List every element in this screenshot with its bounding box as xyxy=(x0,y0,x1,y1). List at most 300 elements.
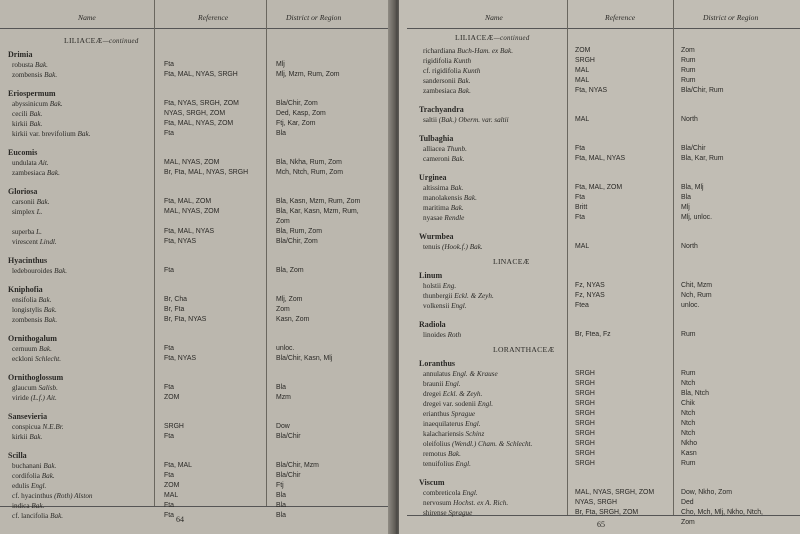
district-cell: Bla, Ntch xyxy=(681,390,709,397)
species-epithet: linoides xyxy=(423,331,446,339)
species-authority: (Wendl.) Cham. & Schlecht. xyxy=(451,440,533,448)
species-name xyxy=(12,492,93,500)
species-authority: Lindl. xyxy=(39,238,57,246)
species-name xyxy=(12,512,63,520)
species-name xyxy=(12,228,42,236)
district-cell: Zom xyxy=(276,218,290,225)
genus-name: Viscum xyxy=(419,478,445,487)
district-cell: Bla, Mlj xyxy=(681,184,704,191)
species-row xyxy=(12,228,388,238)
district-cell: Rum xyxy=(681,67,696,74)
district-cell: Bla/Chir xyxy=(276,433,301,440)
district-cell: Mlj xyxy=(276,61,285,68)
reference-cell: Fz, NYAS xyxy=(575,292,605,299)
species-name xyxy=(12,345,52,353)
reference-cell: Fta, MAL, NYAS xyxy=(575,155,626,162)
district-cell: Bla xyxy=(681,194,691,201)
species-name xyxy=(423,370,498,378)
district-cell: Bla xyxy=(276,130,286,137)
district-cell: Mlj, unloc. xyxy=(681,214,713,221)
species-authority: Thunb. xyxy=(446,145,467,153)
species-row xyxy=(423,430,797,440)
species-name xyxy=(423,440,532,448)
district-cell: Ntch xyxy=(681,420,696,427)
district-cell: Bla/Chir, Mzm xyxy=(276,462,319,469)
species-authority: Bak. xyxy=(38,296,52,304)
species-epithet: kirkii var. brevifolium xyxy=(12,130,76,138)
reference-cell: SRGH xyxy=(164,423,184,430)
species-name xyxy=(423,460,471,468)
district-cell: Bla, Rum, Zom xyxy=(276,228,322,235)
species-name xyxy=(423,243,483,251)
reference-cell: MAL xyxy=(575,116,590,123)
species-name xyxy=(12,316,57,324)
genus-name: Trachyandra xyxy=(419,105,464,114)
reference-cell: Fta xyxy=(164,472,174,479)
species-authority: Schinz xyxy=(465,430,485,438)
species-row xyxy=(423,57,797,67)
species-row xyxy=(423,420,797,430)
species-authority: Bak. xyxy=(450,204,464,212)
species-authority: (Roth) Alston xyxy=(54,492,93,500)
species-name xyxy=(423,57,471,65)
reference-cell: Br, Ftea, Fz xyxy=(575,331,611,338)
species-epithet: indica xyxy=(12,502,30,510)
species-epithet: superba xyxy=(12,228,35,236)
species-epithet: kirkii xyxy=(12,433,28,441)
family-name: LORANTHACEÆ xyxy=(493,345,555,354)
species-row xyxy=(423,155,797,165)
species-row xyxy=(423,519,797,529)
reference-cell: SRGH xyxy=(575,390,595,397)
district-cell: Mch, Ntch, Rum, Zom xyxy=(276,169,344,176)
species-name xyxy=(423,145,467,153)
district-cell: Mlj, Mzm, Rum, Zom xyxy=(276,71,340,78)
species-authority: N.E.Br. xyxy=(42,423,64,431)
species-row xyxy=(423,400,797,410)
species-epithet: cameroni xyxy=(423,155,450,163)
species-epithet: shirense xyxy=(423,509,447,517)
species-row xyxy=(423,489,797,499)
header-reference: Reference xyxy=(605,13,636,22)
species-authority: Rendle xyxy=(444,214,465,222)
species-name xyxy=(423,390,482,398)
species-authority: Buch-Ham. ex Bak. xyxy=(457,47,514,55)
district-cell: Kasn, Zom xyxy=(276,316,310,323)
reference-cell: Fta, MAL, ZOM xyxy=(575,184,623,191)
species-epithet: maritima xyxy=(423,204,449,212)
district-cell: Rum xyxy=(681,331,696,338)
species-row xyxy=(423,77,797,87)
district-cell: Bla/Chir, Zom xyxy=(276,238,318,245)
family-note: —continued xyxy=(493,35,530,42)
species-row xyxy=(12,100,388,110)
species-epithet: rigidifolia xyxy=(423,57,452,65)
district-cell: Rum xyxy=(681,370,696,377)
species-row xyxy=(423,292,797,302)
species-name xyxy=(12,433,42,441)
species-row xyxy=(12,394,388,404)
species-row xyxy=(423,380,797,390)
reference-cell: Britt xyxy=(575,204,588,211)
species-epithet: manolakensis xyxy=(423,194,463,202)
species-epithet: zambesiaca xyxy=(423,87,457,95)
species-name xyxy=(12,306,57,314)
species-epithet: undulata xyxy=(12,159,37,167)
species-row xyxy=(423,194,797,204)
species-epithet: erianthus xyxy=(423,410,450,418)
district-cell: Ntch xyxy=(681,380,696,387)
district-cell: Kasn xyxy=(681,450,697,457)
species-epithet: conspicua xyxy=(12,423,41,431)
species-epithet: glaucum xyxy=(12,384,37,392)
species-name xyxy=(12,100,63,108)
reference-cell: Fz, NYAS xyxy=(575,282,605,289)
species-authority: Engl. & Krause xyxy=(452,370,498,378)
species-epithet: ensifolia xyxy=(12,296,37,304)
species-authority: Engl. xyxy=(451,302,467,310)
species-epithet: cecili xyxy=(12,110,28,118)
species-row xyxy=(12,384,388,394)
species-authority: Bak. xyxy=(457,77,471,85)
species-authority: Bak. xyxy=(31,502,45,510)
species-authority: Engl. xyxy=(462,489,478,497)
species-row xyxy=(12,169,388,179)
species-row xyxy=(423,450,797,460)
genus-name: Eucomis xyxy=(8,148,38,157)
reference-cell: Fta, MAL, NYAS xyxy=(164,228,215,235)
species-epithet: cf. hyacinthus xyxy=(12,492,53,500)
genus-name: Loranthus xyxy=(419,359,456,368)
species-epithet: remotus xyxy=(423,450,447,458)
district-cell: Rum xyxy=(681,57,696,64)
species-authority: Bak. xyxy=(34,61,48,69)
species-authority: L. xyxy=(36,208,43,216)
reference-cell: MAL, NYAS, ZOM xyxy=(164,208,220,215)
species-epithet: robusta xyxy=(12,61,34,69)
species-row xyxy=(12,462,388,472)
district-cell: Zom xyxy=(681,519,695,526)
genus-name: Hyacinthus xyxy=(8,256,48,265)
reference-cell: Fta, NYAS xyxy=(164,238,197,245)
species-row xyxy=(423,67,797,77)
species-name xyxy=(423,47,513,55)
species-epithet: viride xyxy=(12,394,29,402)
species-authority: Bak. xyxy=(43,462,57,470)
species-row xyxy=(12,296,388,306)
genus-name: Eriospermum xyxy=(8,89,56,98)
species-authority: Bak. xyxy=(50,512,64,520)
district-cell: Ded, Kasp, Zom xyxy=(276,110,326,117)
reference-cell: MAL xyxy=(164,492,179,499)
district-cell: Bla, Kar, Rum xyxy=(681,155,724,162)
species-authority: (Bak.) Oberm. var. saltii xyxy=(438,116,509,124)
species-name xyxy=(12,502,44,510)
species-name xyxy=(423,509,472,517)
reference-cell: NYAS, SRGH xyxy=(575,499,617,506)
district-cell: Bla/Chir xyxy=(276,472,301,479)
species-name xyxy=(423,116,509,124)
district-cell: Chit, Mzm xyxy=(681,282,713,289)
species-epithet: kirkii xyxy=(12,120,28,128)
species-name xyxy=(12,169,60,177)
family-name: LILIACEÆ xyxy=(455,33,494,42)
reference-cell: ZOM xyxy=(164,482,180,489)
species-row xyxy=(12,492,388,502)
species-name xyxy=(12,71,57,79)
column-header xyxy=(407,0,800,29)
reference-cell: Fta xyxy=(164,502,174,509)
species-row xyxy=(423,145,797,155)
species-name xyxy=(423,410,475,418)
species-authority: Bak. xyxy=(29,110,43,118)
reference-cell: Fta, MAL xyxy=(164,462,192,469)
family-note: —continued xyxy=(102,38,139,45)
reference-cell: SRGH xyxy=(575,57,595,64)
species-name xyxy=(423,450,461,458)
species-name xyxy=(12,296,52,304)
reference-cell: Br, Fta, NYAS xyxy=(164,316,207,323)
species-authority: Engl. xyxy=(477,400,494,408)
species-authority: Bak. xyxy=(29,433,43,441)
species-epithet: holstii xyxy=(423,282,441,290)
species-row xyxy=(423,282,797,292)
species-name xyxy=(12,394,57,402)
species-row xyxy=(12,472,388,482)
species-authority: Salisb. xyxy=(38,384,58,392)
species-name xyxy=(423,184,463,192)
species-epithet: nyasae xyxy=(423,214,443,222)
species-epithet: cernuum xyxy=(12,345,38,353)
reference-cell: Fta xyxy=(164,512,174,519)
species-row xyxy=(423,204,797,214)
genus-name: Radiola xyxy=(419,320,446,329)
species-row xyxy=(423,370,797,380)
species-row xyxy=(423,214,797,224)
genus-name: Drimia xyxy=(8,50,33,59)
reference-cell: NYAS, SRGH, ZOM xyxy=(164,110,226,117)
species-epithet: annulatus xyxy=(423,370,451,378)
district-cell: Bla, Nkha, Rum, Zom xyxy=(276,159,342,166)
species-epithet: altissima xyxy=(423,184,449,192)
species-authority: Eng. xyxy=(442,282,457,290)
district-cell: Bla xyxy=(276,502,286,509)
species-row xyxy=(12,306,388,316)
species-authority: Bak. xyxy=(463,194,477,202)
species-epithet: zombensis xyxy=(12,316,43,324)
species-name xyxy=(423,204,464,212)
species-name xyxy=(12,462,56,470)
species-name xyxy=(423,331,461,339)
species-authority: Bak. xyxy=(44,71,58,79)
genus-name: Gloriosa xyxy=(8,187,38,196)
species-epithet: eckloni xyxy=(12,355,34,363)
genus-name: Scilla xyxy=(8,451,27,460)
reference-cell: Br, Fta, SRGH, ZOM xyxy=(575,509,639,516)
species-row xyxy=(12,71,388,81)
species-authority: Bak. xyxy=(451,155,465,163)
species-epithet: cf. lancifolia xyxy=(12,512,49,520)
species-row xyxy=(12,423,388,433)
reference-cell: Fta, NYAS xyxy=(575,87,608,94)
species-row xyxy=(423,302,797,312)
district-cell: Mlj xyxy=(681,204,690,211)
species-name xyxy=(423,87,471,95)
species-name xyxy=(12,482,46,490)
species-name xyxy=(12,208,42,216)
species-epithet: oleifolius xyxy=(423,440,451,448)
reference-cell: ZOM xyxy=(575,47,591,54)
species-name xyxy=(423,400,493,408)
district-cell: Bla/Chir, Zom xyxy=(276,100,318,107)
species-row xyxy=(12,482,388,492)
species-epithet: virescent xyxy=(12,238,38,246)
reference-cell: MAL xyxy=(575,67,590,74)
genus-name: Ornithogalum xyxy=(8,334,57,343)
species-epithet: tenuifolius xyxy=(423,460,454,468)
species-row xyxy=(12,316,388,326)
district-cell: Ftj, Kar, Zom xyxy=(276,120,316,127)
reference-cell: Fta xyxy=(575,194,585,201)
species-authority: Sprague xyxy=(451,410,476,418)
reference-cell: MAL, NYAS, SRGH, ZOM xyxy=(575,489,655,496)
reference-cell: Fta xyxy=(164,384,174,391)
district-cell: Chik xyxy=(681,400,695,407)
reference-cell: Fta, NYAS, SRGH, ZOM xyxy=(164,100,239,107)
species-authority: Engl. xyxy=(455,460,471,468)
species-name xyxy=(423,380,461,388)
species-row xyxy=(12,61,388,71)
species-name xyxy=(12,159,49,167)
district-cell: Bla/Chir, Rum xyxy=(681,87,724,94)
genus-name: Linum xyxy=(419,271,443,280)
species-authority: (Hook.f.) Bak. xyxy=(441,243,483,251)
species-authority: Eckl. & Zeyh. xyxy=(454,292,494,300)
reference-cell: MAL, NYAS, ZOM xyxy=(164,159,220,166)
species-name xyxy=(423,67,480,75)
species-row xyxy=(423,184,797,194)
species-authority: Bak. xyxy=(41,472,55,480)
column-header xyxy=(0,0,394,29)
species-row xyxy=(423,499,797,509)
species-name xyxy=(423,155,465,163)
reference-cell: SRGH xyxy=(575,400,595,407)
species-row xyxy=(12,267,388,277)
reference-cell: SRGH xyxy=(575,370,595,377)
district-cell: Dow xyxy=(276,423,290,430)
district-cell: Ded xyxy=(681,499,694,506)
genus-name: Kniphofia xyxy=(8,285,43,294)
district-cell: Bla, Zom xyxy=(276,267,304,274)
species-epithet: zombensis xyxy=(12,71,43,79)
district-cell: North xyxy=(681,243,698,250)
species-authority: Hochst. ex A. Rich. xyxy=(453,499,509,507)
reference-cell: Fta xyxy=(164,130,174,137)
family-heading xyxy=(493,257,530,266)
species-name xyxy=(423,77,471,85)
species-row xyxy=(423,440,797,450)
species-epithet: ledebouroides xyxy=(12,267,53,275)
district-cell: Bla xyxy=(276,512,286,519)
species-name xyxy=(12,423,64,431)
species-epithet: saltii xyxy=(423,116,437,124)
species-row xyxy=(12,110,388,120)
reference-cell: Fta, MAL, NYAS, ZOM xyxy=(164,120,234,127)
species-authority: Schlecht. xyxy=(34,355,62,363)
species-authority: Bak. xyxy=(77,130,91,138)
reference-cell: SRGH xyxy=(575,440,595,447)
reference-cell: SRGH xyxy=(575,450,595,457)
species-row xyxy=(423,243,797,253)
species-row xyxy=(423,116,797,126)
genus-name: Wurmbea xyxy=(419,232,454,241)
species-name xyxy=(423,292,494,300)
reference-cell: Fta xyxy=(164,267,174,274)
district-cell: Mlj, Zom xyxy=(276,296,303,303)
species-authority: Roth xyxy=(447,331,462,339)
species-epithet: dregei xyxy=(423,390,441,398)
family-heading xyxy=(455,33,530,42)
district-cell: Nch, Rum xyxy=(681,292,712,299)
species-name xyxy=(12,355,61,363)
reference-cell: Fta xyxy=(164,61,174,68)
species-authority: Engl. xyxy=(30,482,47,490)
district-cell: Nkho xyxy=(681,440,698,447)
left-page xyxy=(0,0,394,534)
header-district: District or Region xyxy=(703,13,759,22)
species-epithet: simplex xyxy=(12,208,35,216)
reference-cell: Ftea xyxy=(575,302,589,309)
district-cell: Bla, Kar, Kasn, Mzm, Rum, xyxy=(276,208,359,215)
species-name xyxy=(423,430,484,438)
species-authority: Bak. xyxy=(54,267,68,275)
species-row xyxy=(423,460,797,470)
species-authority: Bak. xyxy=(49,100,63,108)
species-epithet: sandersonii xyxy=(423,77,456,85)
species-name xyxy=(423,489,478,497)
district-cell: Bla xyxy=(276,492,286,499)
species-row xyxy=(12,159,388,169)
species-epithet: zambesiaca xyxy=(12,169,46,177)
species-epithet: cordifolia xyxy=(12,472,40,480)
species-authority: Kunth xyxy=(462,67,481,75)
reference-cell: Fta, NYAS xyxy=(164,355,197,362)
species-row xyxy=(423,509,797,519)
species-authority: Bak. xyxy=(46,169,60,177)
species-authority: Engl. xyxy=(465,420,481,428)
family-name: LINACEÆ xyxy=(493,257,530,266)
species-row xyxy=(423,390,797,400)
district-cell: Bla, Kasn, Mzm, Rum, Zom xyxy=(276,198,361,205)
species-authority: (L.f.) Ait. xyxy=(30,394,57,402)
reference-cell: SRGH xyxy=(575,430,595,437)
reference-cell: Fta, MAL, NYAS, SRGH xyxy=(164,71,238,78)
reference-cell: Br, Cha xyxy=(164,296,187,303)
species-row xyxy=(423,47,797,57)
species-name xyxy=(423,499,508,507)
species-name xyxy=(12,238,57,246)
species-authority: Bak. xyxy=(29,120,43,128)
species-authority: Eckl. & Zeyh. xyxy=(442,390,483,398)
reference-cell: Fta xyxy=(164,433,174,440)
species-epithet: nervosum xyxy=(423,499,452,507)
header-district: District or Region xyxy=(286,13,342,22)
species-row xyxy=(12,345,388,355)
species-authority: Engl. xyxy=(445,380,461,388)
district-cell: North xyxy=(681,116,698,123)
species-name xyxy=(12,384,58,392)
district-cell: Dow, Nkho, Zom xyxy=(681,489,732,496)
